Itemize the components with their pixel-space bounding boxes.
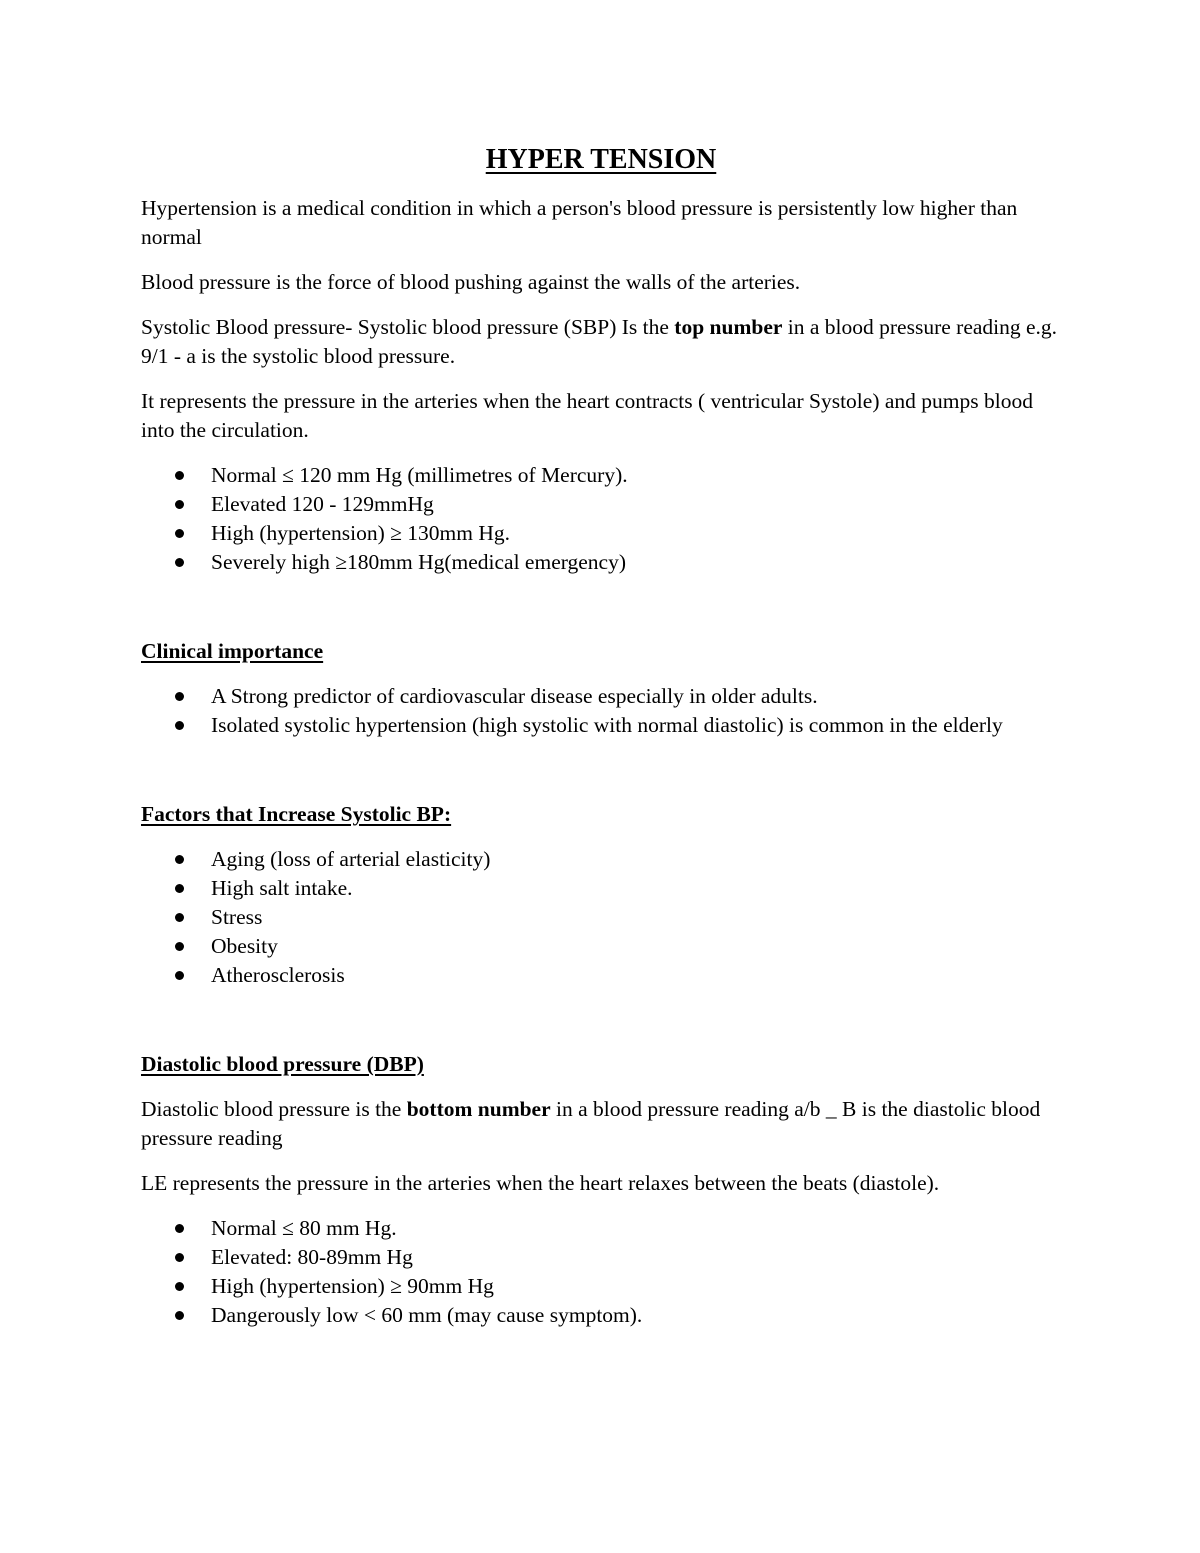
bullet-icon bbox=[175, 1311, 184, 1320]
bullet-icon bbox=[175, 913, 184, 922]
dbp-text-after: in a blood pressure reading a/b _ B is the diastolic blood pressure reading bbox=[141, 1097, 1041, 1150]
list-item: Stress bbox=[141, 903, 1061, 932]
bullet-icon bbox=[175, 721, 184, 730]
bullet-icon bbox=[175, 971, 184, 980]
diastolic-paragraph-1 bbox=[141, 1095, 1061, 1153]
bullet-icon bbox=[175, 1282, 184, 1291]
dbp-bold-term: bottom number bbox=[406, 1097, 551, 1121]
list-item: Elevated 120 - 129mmHg bbox=[141, 490, 1061, 519]
dbp-text-before: Diastolic blood pressure is the bbox=[141, 1097, 407, 1121]
clinical-importance-heading: Clinical importance bbox=[141, 639, 324, 663]
intro-paragraph-1: Hypertension is a medical condition in which a person's blood pressure is persistently low higher than normal bbox=[141, 196, 1018, 249]
list-item: Dangerously low < 60 mm (may cause symptom). bbox=[141, 1301, 1061, 1330]
diastolic-paragraph-2: LE represents the pressure in the arteries when the heart relaxes between the beats (diastole). bbox=[141, 1171, 940, 1195]
spacer bbox=[141, 1006, 1061, 1050]
factors-list bbox=[141, 845, 1061, 990]
systolic-ranges-list bbox=[141, 461, 1061, 577]
bullet-icon bbox=[175, 558, 184, 567]
list-item: High (hypertension) ≥ 130mm Hg. bbox=[141, 519, 1061, 548]
list-item: Isolated systolic hypertension (high systolic with normal diastolic) is common in the elderly bbox=[141, 711, 1061, 740]
list-item: Normal ≤ 120 mm Hg (millimetres of Mercury). bbox=[141, 461, 1061, 490]
list-item: A Strong predictor of cardiovascular disease especially in older adults. bbox=[141, 682, 1061, 711]
list-item: Aging (loss of arterial elasticity) bbox=[141, 845, 1061, 874]
intro-paragraph-3 bbox=[141, 313, 1061, 371]
list-item: Elevated: 80-89mm Hg bbox=[141, 1243, 1061, 1272]
bullet-icon bbox=[175, 692, 184, 701]
spacer bbox=[141, 593, 1061, 637]
bullet-icon bbox=[175, 1253, 184, 1262]
document-body bbox=[141, 140, 1061, 1346]
sbp-text-after: in a blood pressure reading e.g. 9/1 - a is the systolic blood pressure. bbox=[141, 315, 1058, 368]
sbp-bold-term: top number bbox=[674, 315, 783, 339]
spacer bbox=[141, 756, 1061, 800]
bullet-icon bbox=[175, 471, 184, 480]
bullet-icon bbox=[175, 529, 184, 538]
list-item: Obesity bbox=[141, 932, 1061, 961]
diastolic-ranges-list bbox=[141, 1214, 1061, 1330]
list-item: Normal ≤ 80 mm Hg. bbox=[141, 1214, 1061, 1243]
intro-paragraph-2: Blood pressure is the force of blood pushing against the walls of the arteries. bbox=[141, 270, 801, 294]
bullet-icon bbox=[175, 855, 184, 864]
document-title: HYPER TENSION bbox=[485, 144, 717, 175]
bullet-icon bbox=[175, 942, 184, 951]
bullet-icon bbox=[175, 884, 184, 893]
list-item: High (hypertension) ≥ 90mm Hg bbox=[141, 1272, 1061, 1301]
bullet-icon bbox=[175, 500, 184, 509]
bullet-icon bbox=[175, 1224, 184, 1233]
clinical-importance-list bbox=[141, 682, 1061, 740]
intro-paragraph-4: It represents the pressure in the arteries when the heart contracts ( ventricular Systole) and pumps blood into the circulation. bbox=[141, 389, 1033, 442]
list-item: Severely high ≥180mm Hg(medical emergency) bbox=[141, 548, 1061, 577]
diastolic-heading: Diastolic blood pressure (DBP) bbox=[141, 1052, 424, 1076]
list-item: High salt intake. bbox=[141, 874, 1061, 903]
sbp-text-before: Systolic Blood pressure- Systolic blood pressure (SBP) Is the bbox=[141, 315, 675, 339]
factors-heading: Factors that Increase Systolic BP: bbox=[141, 802, 452, 826]
list-item: Atherosclerosis bbox=[141, 961, 1061, 990]
